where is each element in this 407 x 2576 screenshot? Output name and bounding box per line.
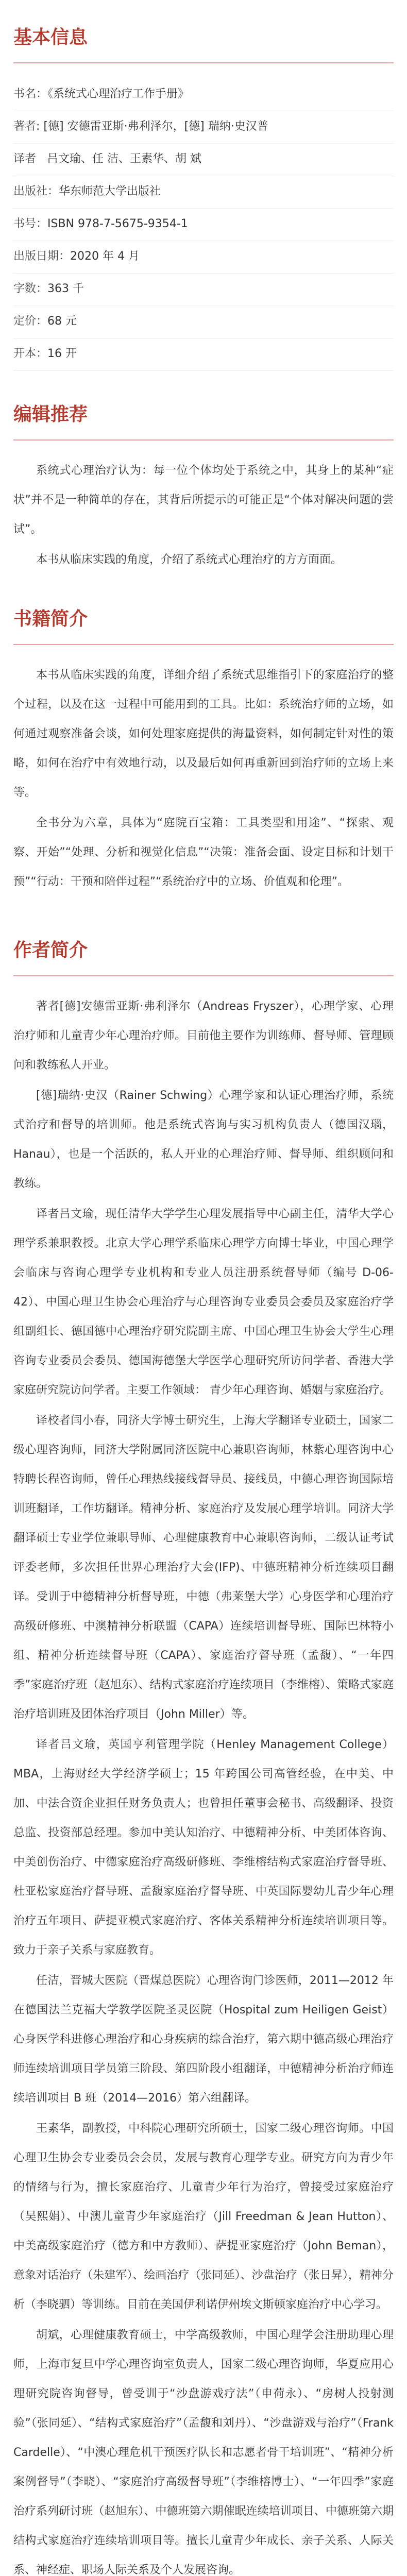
author-paragraph: 译者吕文瑜，英国亨利管理学院（Henley Management College）MBA，上海财经大学经济学硕士；15 年跨国公司高管经验，在中美、中加、中法合资企业担任财务负责人；也曾担任董事会秘书、高级翻译、投资总监、投资部总经理。参加中美认知治疗、中德精神分析、中美团体咨询、中美创伤治疗、中德家庭治疗高级研修班、李维榕结构式家庭治疗督导班、杜亚松家庭治疗督导班、孟馥家庭治疗督导班、中英国际婴幼儿青少年心理治疗五年项目、萨提亚模式家庭治疗、客体关系精神分析连续培训项目等。致力于亲子关系与家庭教育。: [13, 1738, 394, 1957]
authors-field: 著者: [德] 安德雷亚斯·弗利泽尔，[德] 瑞纳·史汉普: [13, 111, 394, 144]
author-paragraph: 译校者闫小春，同济大学博士研究生，上海大学翻译专业硕士，国家二级心理咨询师，同济大学附属同济医院中心兼职咨询师，林紫心理咨询中心特聘长程咨询师，曾任心理热线接线督导员、接线员，中德心理咨询国际培训班翻译，工作坊翻译。精神分析、家庭治疗及发展心理学培训。同济大学翻译硕士专业学位兼职导师、心理健康教育中心兼职咨询师，二级认证考试评委老师，多次担任世界心理治疗大会(IFP)、中德班精神分析连续项目翻译。受训于中德精神分析督导班，中德（弗莱堡大学）心身医学和心理治疗高级研修班、中澳精神分析联盟（CAPA）连续培训督导班、国际巴林特小组、精神分析连续督导班（CAPA）、家庭治疗督导班（孟馥）、“一年四季”家庭治疗班（赵旭东）、结构式家庭治疗连续项目（李维榕）、策略式家庭治疗培训班及团体治疗项目（John Miller）等。: [13, 1414, 394, 1721]
editor-recommend-divider: [13, 439, 394, 440]
basic-info-heading: 基本信息: [13, 27, 88, 48]
book-intro-heading: 书籍简介: [13, 608, 88, 630]
book-title-field: 书名：《系统式心理治疗工作手册》: [13, 79, 394, 111]
author-paragraph: 译者吕文瑜，现任清华大学学生心理发展指导中心副主任，清华大学心理学系兼职教授。北京大学心理学系临床心理学方向博士毕业，中国心理学会临床与咨询心理学专业机构和专业人员注册系统督导师（编号 D-06-42）、中国心理卫生协会心理治疗与心理咨询专业委员会委员及家庭治疗学组副组长、德国德中心理治疗研究院副主席、中国心理卫生协会大学生心理咨询专业委员会委员、德国海德堡大学医学心理研究所访问学者、香港大学家庭研究院访问学者。主要工作领域： 青少年心理咨询、婚姻与家庭治疗。: [13, 1208, 394, 1397]
translators-field: 译者 吕文瑜、任 洁、王素华、胡 斌: [13, 144, 394, 176]
author-paragraph: 著者[德]安德雷亚斯·弗利泽尔（Andreas Fryszer），心理学家、心理治疗师和儿童青少年心理治疗师。目前他主要作为训练师、督导师、管理顾问和教练私人开业。: [13, 1000, 394, 1072]
book-intro-divider: [13, 644, 394, 645]
author-paragraph: [德]瑞纳·史汉（Rainer Schwing）心理学家和认证心理治疗师，系统式治疗和督导的培训师。他是系统式咨询与实习机构负责人（德国汉瑙，Hanau），也是一个活跃的，私人开业的心理治疗师、督导师、组织顾问和教练。: [13, 1089, 394, 1190]
book-intro-paragraph: 本书从临床实践的角度，详细介绍了系统式思维指引下的家庭治疗的整个过程，以及在这一过程中可能用到的工具。比如：系统治疗师的立场，如何通过观察准备会谈，如何处理家庭提供的海量资料，如何制定针对性的策略，如何在治疗中有效地行动，以及最后如何再重新回到治疗师的立场上来等。: [13, 669, 394, 799]
editor-recommend-paragraph: 本书从临床实践的角度，介绍了系统式心理治疗的方方面面。: [36, 553, 343, 566]
book-intro-paragraph: 全书分为六章，具体为“庭院百宝箱：工具类型和用途”、“探索、观察、开始”“处理、分析和视觉化信息”“决策：准备会面、设定目标和计划干预”“行动：干预和陪伴过程”“系统治疗中的立场、价值观和伦理”。: [13, 817, 394, 888]
author-paragraph: 胡斌，心理健康教育硕士，中学高级教师，中国心理学会注册助理心理师，上海市复旦中学心理咨询室负责人，国家二级心理咨询师，华夏应用心理研究院咨询督导，曾受训于“沙盘游戏疗法”（申荷永）、“房树人投射测验”（张同延）、“结构式家庭治疗”（孟馥和刘丹）、“沙盘游戏与治疗”（Frank Cardelle）、“中澳心理危机干预医疗队长和志愿者骨干培训班”、“精神分析案例督导”（李晓）、“家庭治疗高级督导班”（李维榕博士）、“一年四季”家庭治疗系列研讨班（赵旭东）、中德班第六期催眠连续培训项目、中德班第六期结构式家庭治疗连续培训项目等。擅长儿童青少年成长、亲子关系、人际关系、神经症、职场人际关系及个人发展咨询。: [13, 2329, 394, 2576]
editor-recommend-heading: 编辑推荐: [13, 404, 88, 425]
format-field: 开本：16 开: [13, 338, 394, 371]
author-paragraph: 王素华，副教授，中科院心理研究所硕士，国家二级心理咨询师。中国心理卫生协会专业委员会会员，发展与教育心理学专业。研究方向为青少年的情绪与行为，擅长家庭治疗、儿童青少年行为治疗，曾接受过家庭治疗（吴熙娟）、中澳儿童青少年家庭治疗（Jill Freedman & Jean Hutton）、中美高级家庭治疗（德方和中方教师）、萨提亚家庭治疗（John Beman），意象对话治疗（朱建军）、绘画治疗（张同延）、沙盘治疗（张日昇），精神分析（李晓驷）等训练。目前在美国伊利诺伊州埃文斯顿家庭治疗中心学习。: [13, 2122, 394, 2311]
word-count-field: 字数：363 千: [13, 274, 394, 306]
isbn-field: 书号：ISBN 978-7-5675-9354-1: [13, 209, 394, 241]
publisher-field: 出版社：华东师范大学出版社: [13, 176, 394, 209]
basic-info-divider: [13, 62, 394, 63]
author-paragraph: 任洁，晋城大医院（晋煤总医院）心理咨询门诊医师，2011—2012 年在德国法兰克福大学教学医院圣灵医院（Hospital zum Heiligen Geist）心身医学科进修心理治疗和心身疾病的综合治疗，第六期中德高级心理治疗师连续培训项目学员第三阶段、第四阶段小组翻译，中德精神分析治疗师连续培训项目 B 班（2014—2016）第六组翻译。: [13, 1974, 394, 2105]
basic-info-list: [13, 79, 394, 371]
editor-recommend-paragraph: 系统式心理治疗认为：每一位个体均处于系统之中，其身上的某种“症状”并不是一种简单的存在，其背后所提示的可能正是“个体对解决问题的尝试”。: [13, 464, 394, 536]
pub-date-field: 出版日期：2020 年 4 月: [13, 241, 394, 274]
price-field: 定价：68 元: [13, 306, 394, 338]
author-intro-heading: 作者简介: [13, 940, 88, 961]
author-intro-divider: [13, 975, 394, 976]
